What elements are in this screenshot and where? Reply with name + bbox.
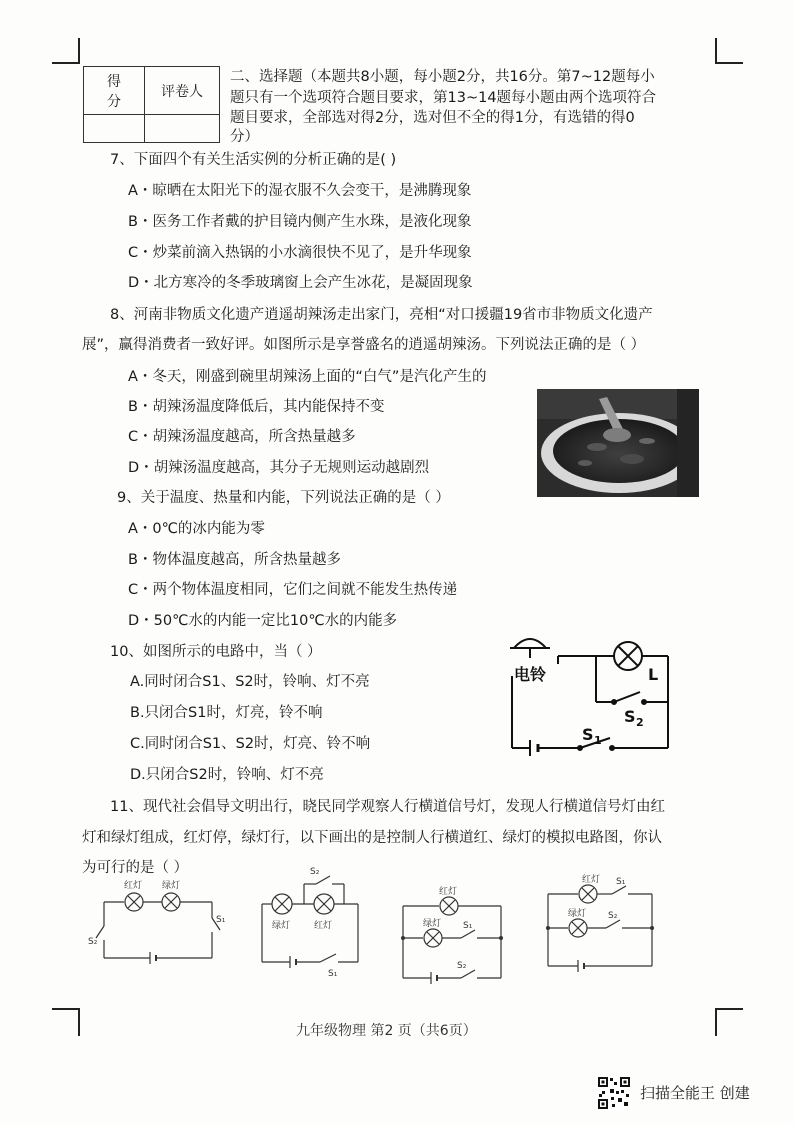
q11d-s1-label: S₁ <box>616 877 626 887</box>
q11d-s2-label: S₂ <box>608 911 618 921</box>
section-line-4: 分） <box>230 129 259 145</box>
q9-option-b: B・物体温度越高，所含热量越多 <box>128 552 341 568</box>
section-line-1: 二、选择题（本题共8小题，每小题2分，共16分。第7~12题每小 <box>230 69 655 85</box>
crop-mark-top-left-h <box>52 62 80 64</box>
qr-code-icon <box>597 1076 631 1110</box>
q11d-green-label: 绿灯 <box>568 909 587 919</box>
crop-mark-bottom-left-h <box>52 1008 80 1010</box>
q7-option-c: C・炒菜前滴入热锅的小水滴很快不见了，是升华现象 <box>128 245 472 261</box>
q10-s1-sub: 1 <box>594 734 602 747</box>
q11c-red-label: 红灯 <box>439 887 458 897</box>
q9-stem: 9、关于温度、热量和内能，下列说法正确的是（ ） <box>117 490 450 506</box>
q10-option-c: C.同时闭合S1、S2时，灯亮、铃不响 <box>130 736 371 752</box>
q11-circuit-a <box>84 872 236 972</box>
section-line-2: 题只有一个选项符合题目要求，第13~14题每小题由两个选项符合 <box>230 90 657 106</box>
section-line-3: 题目要求，全部选对得2分，选对但不全的得1分，有选错的得0 <box>230 110 635 126</box>
q11c-s2-label: S₂ <box>457 961 467 971</box>
score-cell-empty[interactable] <box>84 115 145 143</box>
score-label-1: 得 <box>107 73 121 90</box>
crop-mark-top-left-v <box>78 38 80 64</box>
q7-stem: 7、下面四个有关生活实例的分析正确的是( ) <box>110 152 397 168</box>
q11-circuit-b <box>254 862 374 978</box>
q8-stem-line-2: 展”，赢得消费者一致好评。如图所示是享誉盛名的逍遥胡辣汤。下列说法正确的是（ ） <box>82 337 646 353</box>
q10-stem: 10、如图所示的电路中，当（ ） <box>110 644 322 660</box>
crop-mark-top-right-h <box>715 62 743 64</box>
q7-option-d: D・北方寒冷的冬季玻璃窗上会产生冰花，是凝固现象 <box>128 275 473 291</box>
q11d-red-label: 红灯 <box>582 875 601 885</box>
q11b-s2-label: S₂ <box>310 867 320 877</box>
score-table <box>83 66 220 143</box>
q11b-green-label: 绿灯 <box>272 921 291 931</box>
crop-mark-bottom-left-v <box>78 1008 80 1036</box>
score-cell-label <box>84 67 145 115</box>
q11b-red-label: 红灯 <box>314 921 333 931</box>
q9-option-d: D・50℃水的内能一定比10℃水的内能多 <box>128 613 398 629</box>
grader-cell-label: 评卷人 <box>145 67 220 115</box>
crop-mark-top-right-v <box>715 38 717 64</box>
q7-option-b: B・医务工作者戴的护目镜内侧产生水珠，是液化现象 <box>128 214 472 230</box>
q8-option-c: C・胡辣汤温度越高，所含热量越多 <box>128 429 356 445</box>
q11a-red-label: 红灯 <box>124 881 143 891</box>
soup-bowl-photo <box>537 389 699 497</box>
q11a-s2-label: S₂ <box>88 937 98 947</box>
q9-option-c: C・两个物体温度相同，它们之间就不能发生热传递 <box>128 582 458 598</box>
q10-option-b: B.只闭合S1时，灯亮，铃不响 <box>130 705 323 721</box>
q11-stem-line-2: 灯和绿灯组成，红灯停，绿灯行，以下画出的是控制人行横道红、绿灯的模拟电路图，你认 <box>82 830 662 846</box>
q8-option-a: A・冬天，刚盛到碗里胡辣汤上面的“白气”是汽化产生的 <box>128 369 487 385</box>
q11a-green-label: 绿灯 <box>162 881 181 891</box>
q10-bell-label: 电铃 <box>514 665 547 684</box>
q10-s2-label: S <box>624 707 636 726</box>
q9-option-a: A・0℃的冰内能为零 <box>128 521 265 537</box>
footer-page-number: 九年级物理 第2 页（共6页） <box>296 1023 477 1039</box>
q11a-s1-label: S₁ <box>216 915 226 925</box>
q7-option-a: A・晾晒在太阳光下的湿衣服不久会变干，是沸腾现象 <box>128 183 472 199</box>
q11c-s1-label: S₁ <box>463 921 473 931</box>
q11-stem-line-1: 11、现代社会倡导文明出行，晓民同学观察人行横道信号灯，发现人行横道信号灯由红 <box>110 799 665 815</box>
q8-option-b: B・胡辣汤温度降低后，其内能保持不变 <box>128 399 385 415</box>
q8-option-d: D・胡辣汤温度越高，其分子无规则运动越剧烈 <box>128 460 430 476</box>
q10-s1-label: S <box>582 725 594 744</box>
grader-cell-empty[interactable] <box>145 115 220 143</box>
q10-option-a: A.同时闭合S1、S2时，铃响、灯不亮 <box>130 674 370 690</box>
q11c-green-label: 绿灯 <box>423 919 442 929</box>
scanner-watermark-text: 扫描全能王 创建 <box>640 1084 750 1102</box>
q10-circuit-diagram <box>500 628 680 768</box>
q11-stem-line-3: 为可行的是（ ） <box>82 860 189 876</box>
q11-circuit-d <box>540 868 660 980</box>
crop-mark-bottom-right-v <box>715 1008 717 1036</box>
q10-option-d: D.只闭合S2时，铃响、灯不亮 <box>130 767 324 783</box>
q11-circuit-c <box>395 882 515 988</box>
q11b-s1-label: S₁ <box>328 969 338 978</box>
q8-stem-line-1: 8、河南非物质文化遗产逍遥胡辣汤走出家门，亮相“对口援疆19省市非物质文化遗产 <box>110 307 653 323</box>
q10-s2-sub: 2 <box>636 716 644 729</box>
q10-lamp-label: L <box>648 665 659 684</box>
crop-mark-bottom-right-h <box>715 1008 743 1010</box>
score-label-2: 分 <box>107 93 121 110</box>
